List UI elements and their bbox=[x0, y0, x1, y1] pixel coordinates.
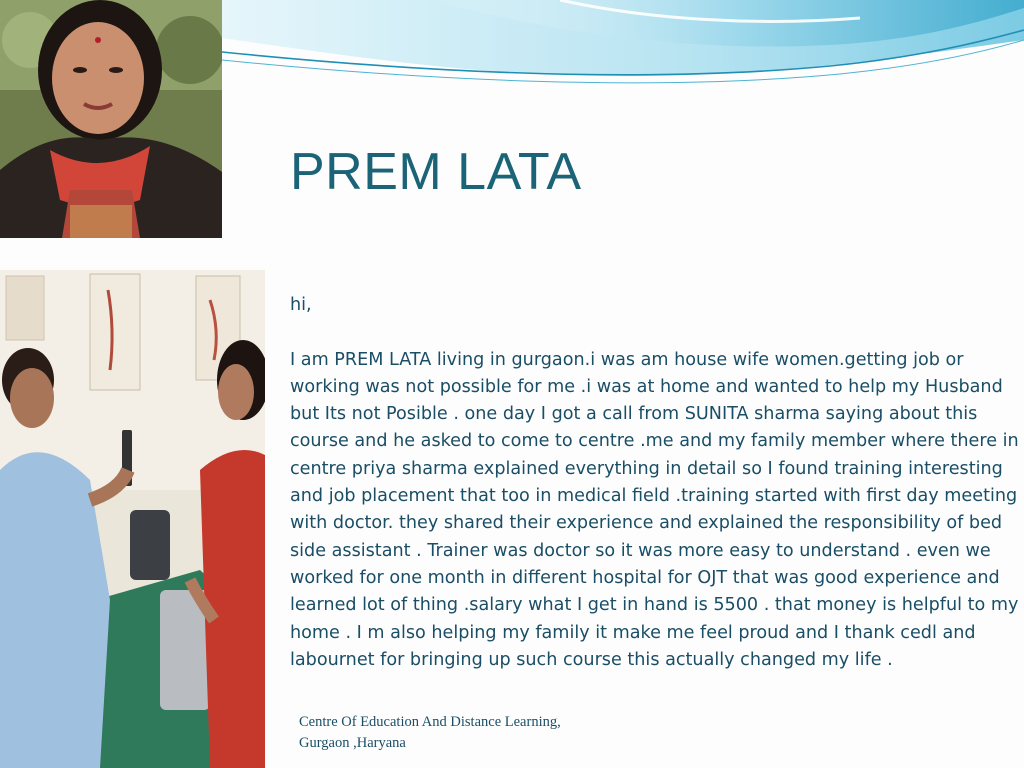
testimonial-body bbox=[290, 292, 1020, 674]
footer-line-organization: Centre Of Education And Distance Learning, bbox=[299, 714, 561, 730]
paragraph-spacer bbox=[290, 319, 1020, 346]
testimonial-paragraph: I am PREM LATA living in gurgaon.i was am house wife women.getting job or working was not possible for me .i was at home and wanted to help my Husband but Its not Posible . one day I got a call from SUNITA sharma saying about this course and he asked to come to centre .me and my family member where there in centre priya sharma explained everything in detail so I found training interesting and job placement that too in medical field .training started with first day meeting with doctor. they shared their experience and explained the responsibility of bed side assistant . Trainer was doctor so it was more easy to understand . even we worked for one month in different hospital for OJT that was good experience and learned lot of thing .salary what I get in hand is 5500 . that money is helpful to my home . I m also helping my family it make me feel proud and I thank cedl and labournet for bringing up such course this actually changed my life . bbox=[290, 349, 1019, 670]
training-photo bbox=[0, 270, 265, 768]
portrait-photo bbox=[0, 0, 222, 238]
footer-line-location: Gurgaon ,Haryana bbox=[299, 735, 406, 751]
slide-title: PREM LATA bbox=[290, 143, 582, 201]
footer-organization bbox=[299, 712, 561, 754]
greeting-text: hi, bbox=[290, 295, 312, 315]
